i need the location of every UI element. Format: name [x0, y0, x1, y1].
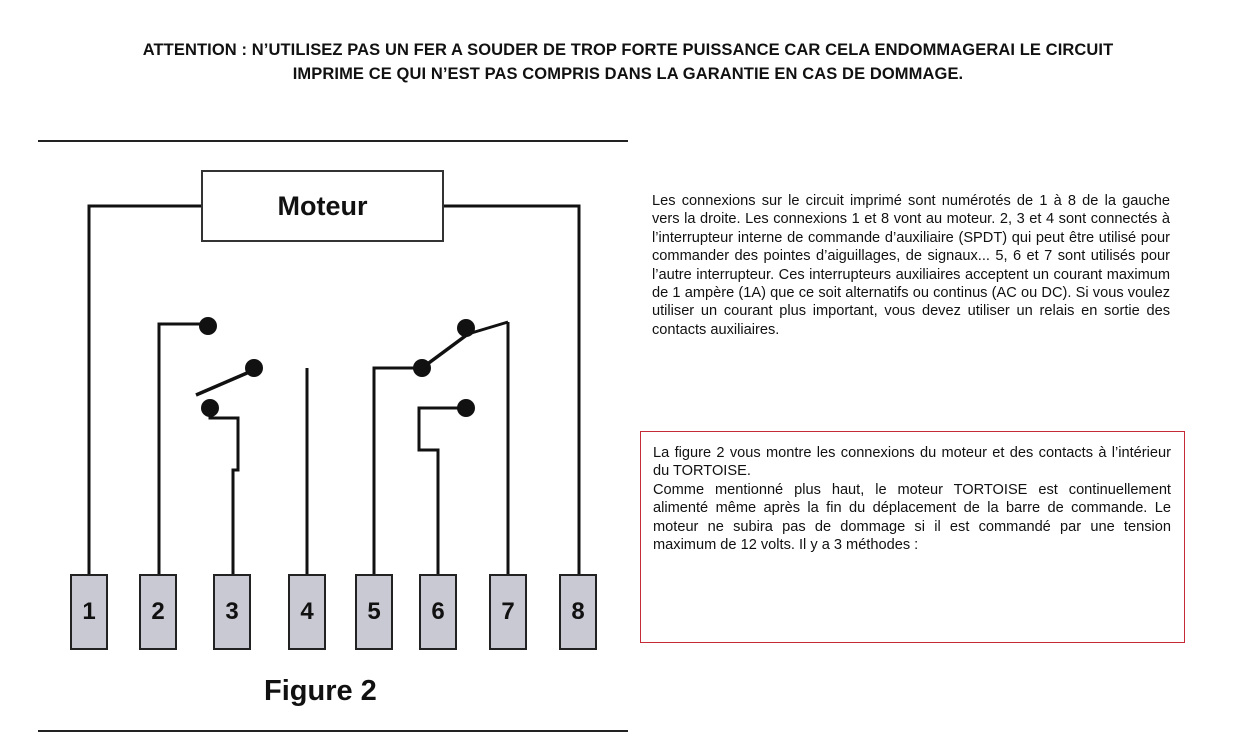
terminal-7: 7: [489, 574, 527, 650]
terminal-6: 6: [419, 574, 457, 650]
wire-terminal-5: [374, 368, 422, 574]
terminal-5: 5: [355, 574, 393, 650]
switch-a-blade: [196, 370, 254, 395]
motor-label: Moteur: [277, 190, 368, 221]
terminal-3: 3: [213, 574, 251, 650]
figure-caption: Figure 2: [264, 675, 377, 707]
wire-terminal-3: [210, 406, 238, 574]
wire-motor-8: [442, 206, 579, 574]
top-divider: [38, 140, 628, 142]
description-paragraph: Les connexions sur le circuit imprimé sont numérotés de 1 à 8 de la gauche vers la droite. Les connexions 1 et 8 vont au moteur. 2, 3 et 4 sont connectés à l’interrupteur interne de commande d’auxiliaire (SPDT) qui peut être utilisé pour commander des pointes d’aiguillages, de signaux... 5, 6 et 7 sont utilisés pour l’autre interrupteur. Ces interrupteurs auxiliaires acceptent un courant maximum de 1 ampère (1A) que ce soit alternatifs ou continus (AC ou DC). Si vous voulez utiliser un courant plus important, vous devez utiliser un relais en sortie des contacts auxiliaires.: [652, 193, 1170, 338]
motor-box: [201, 170, 444, 242]
wire-motor-1: [89, 206, 203, 574]
warning-heading: ATTENTION : N’UTILISEZ PAS UN FER A SOUDER DE TROP FORTE PUISSANCE CAR CELA ENDOMMAGERAI LE CIRCUIT IMPRIME CE QUI N’EST PAS COMPRIS DANS LA GARANTIE EN CAS DE DOMMAGE.: [142, 41, 1114, 83]
note-line-1: La figure 2 vous montre les connexions du moteur et des contacts à l’intérieur du TORTOISE.: [653, 445, 1171, 480]
terminal-8: 8: [559, 574, 597, 650]
terminal-2: 2: [139, 574, 177, 650]
contact-dot: [457, 319, 475, 337]
contact-dot: [413, 359, 431, 377]
contact-dot: [457, 399, 475, 417]
wire-terminal-2: [159, 324, 208, 574]
wiring-diagram: [38, 150, 638, 730]
note-line-2: Comme mentionné plus haut, le moteur TORTOISE est continuellement alimenté même après la fin du déplacement de la barre de commande. Le moteur ne subira pas de dommage si il est commandé par une tension maximum de 12 volts. Il y a 3 méthodes :: [653, 481, 1171, 554]
contact-dot: [199, 317, 217, 335]
wire-terminal-6: [419, 408, 463, 574]
contact-dot: [201, 399, 219, 417]
terminal-4: 4: [288, 574, 326, 650]
terminal-1: 1: [70, 574, 108, 650]
bottom-divider: [38, 730, 628, 732]
contact-dot: [245, 359, 263, 377]
note-box: [640, 431, 1185, 643]
